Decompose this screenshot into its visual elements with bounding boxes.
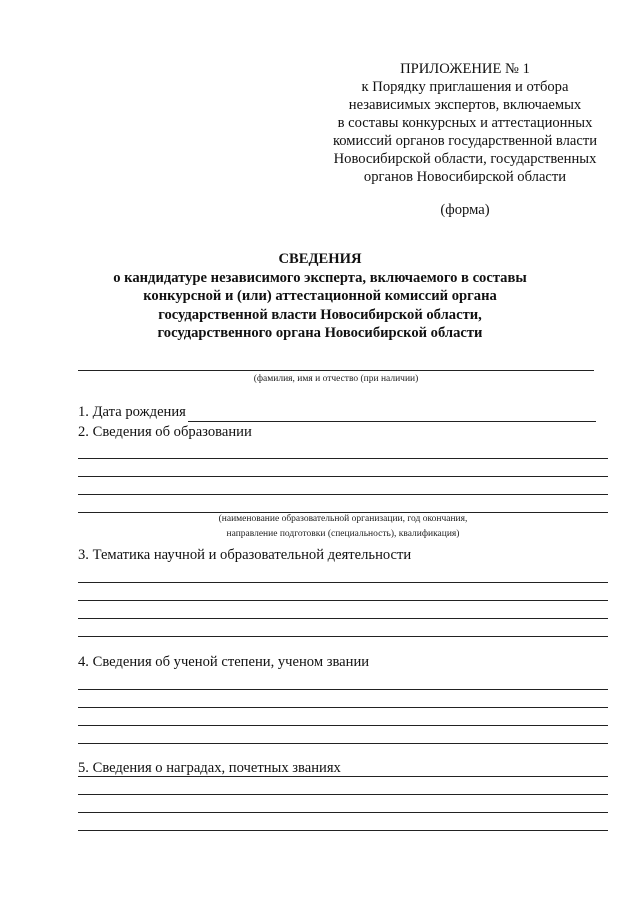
education-field-line[interactable] <box>78 476 608 477</box>
appendix-title: ПРИЛОЖЕНИЕ № 1 <box>400 61 530 77</box>
degree-label: 4. Сведения об ученой степени, ученом звании <box>78 654 370 670</box>
topics-field-line[interactable] <box>78 618 608 619</box>
topics-field-line[interactable] <box>78 636 608 637</box>
awards-field-line[interactable] <box>78 830 608 831</box>
birth-date-label: 1. Дата рождения <box>78 404 186 420</box>
education-caption: (наименование образовательной организации, год окончания, <box>218 514 468 524</box>
topics-field-line[interactable] <box>78 582 608 583</box>
degree-field-line[interactable] <box>78 707 608 708</box>
education-label: 2. Сведения об образовании <box>78 424 252 440</box>
appendix-line: в составы конкурсных и аттестационных <box>337 115 593 131</box>
name-field-caption: (фамилия, имя и отчество (при наличии) <box>253 374 419 384</box>
title-line: государственной власти Новосибирской области, <box>158 306 482 323</box>
title-line: государственного органа Новосибирской области <box>157 325 483 341</box>
document-title <box>60 250 580 343</box>
title-line: о кандидатуре независимого эксперта, включаемого в составы <box>113 269 527 286</box>
title-heading: СВЕДЕНИЯ <box>278 251 362 267</box>
education-caption: направление подготовки (специальность), квалификация) <box>226 529 460 539</box>
education-field-line[interactable] <box>78 512 608 513</box>
education-field-line[interactable] <box>78 458 608 459</box>
appendix-line: комиссий органов государственной власти <box>332 133 598 149</box>
topics-label: 3. Тематика научной и образовательной деятельности <box>78 547 412 563</box>
birth-date-field-line[interactable] <box>188 421 596 422</box>
awards-field-line[interactable] <box>78 794 608 795</box>
appendix-line: к Порядку приглашения и отбора <box>361 79 569 95</box>
awards-field-line[interactable] <box>78 776 608 777</box>
education-field-line[interactable] <box>78 494 608 495</box>
appendix-line: органов Новосибирской области <box>363 169 567 185</box>
appendix-line: независимых экспертов, включаемых <box>348 97 582 113</box>
topics-field-line[interactable] <box>78 600 608 601</box>
title-line: конкурсной и (или) аттестационной комиссий органа <box>143 288 497 304</box>
appendix-header <box>300 60 630 186</box>
name-field-line[interactable] <box>78 370 594 371</box>
form-note: (форма) <box>440 202 490 218</box>
appendix-line: Новосибирской области, государственных <box>333 151 597 167</box>
degree-field-line[interactable] <box>78 689 608 690</box>
degree-field-line[interactable] <box>78 743 608 744</box>
awards-label: 5. Сведения о наградах, почетных званиях <box>78 760 341 776</box>
awards-field-line[interactable] <box>78 812 608 813</box>
degree-field-line[interactable] <box>78 725 608 726</box>
